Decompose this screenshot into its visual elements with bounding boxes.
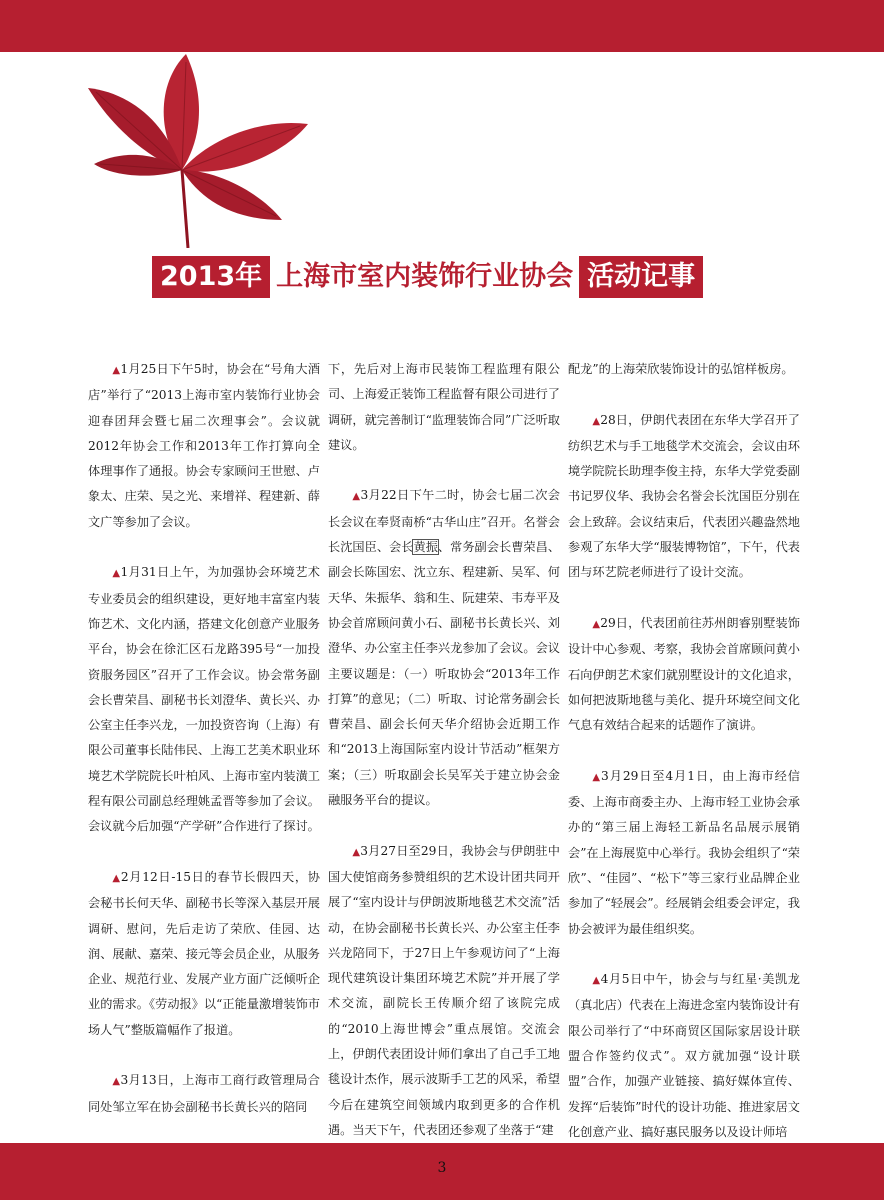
news-item [88,357,320,535]
triangle-bullet-icon: ▲ [592,975,601,987]
news-item [88,865,320,1043]
title-org: 上海市室内装饰行业协会 [276,261,574,292]
news-text: 28日，伊朗代表团在东华大学召开了纺织艺术与手工地毯学术交流会，会议由环境学院院长助理李俊主持，东华大学党委副书记罗仪华、我协会名誉会长沈国臣分别在会上致辞。会议结束后，代表团兴趣盎然地参观了东华大学“服装博物馆”，下午，代表团与环艺院老师进行了设计交流。 [568,412,800,580]
triangle-bullet-icon: ▲ [592,771,602,783]
news-item [88,1068,320,1120]
news-item [328,483,560,813]
triangle-bullet-icon: ▲ [352,846,361,858]
news-item-continued [568,357,800,382]
red-maple-leaf-icon [86,52,312,248]
news-text: 2月12日-15日的春节长假四天，协会秘书长何天华、副秘书长等深入基层开展调研、慰问，先后走访了荣欣、佳园、达润、展献、嘉荣、接元等会员企业，从服务企业、规范行业、发展产业方面广泛倾听企业的需求。《劳动报》以“正能量激增装饰市场人气”整版篇幅作了报道。 [88,869,320,1037]
news-text: 、常务副会长曹荣昌、副会长陈国宏、沈立东、程建新、吴军、何天华、朱振华、翁和生、阮建荣、韦寿平及协会首席顾问黄小石、副秘书长黄长兴、刘澄华、办公室主任李兴龙参加了会议。会议主要议题是：（一）听取协会“2013年工作打算”的意见；（二）听取、讨论常务副会长曹荣昌、副会长何天华介绍协会近期工作和“2013上海国际室内设计节活动”框架方案；（三）听取副会长吴军关于建立协会金融服务平台的提议。 [328,540,561,808]
news-item [568,408,800,586]
text-column-1 [88,357,320,1145]
news-item [568,611,800,738]
highlighted-name: 黄振 [413,540,438,555]
news-text: 3月29日至4月1日，由上海市经信委、上海市商委主办、上海市轻工业协会承办的“第三届上海轻工新品名品展示展销会”在上海展览中心举行。我协会组织了“荣欣”、“佳园”、“松下”等三家行业品牌企业参加了“轻展会”。经展销会组委会评定，我协会被评为最佳组织奖。 [568,768,800,936]
triangle-bullet-icon: ▲ [112,1076,121,1088]
news-text: 29日，代表团前往苏州朗睿别墅装饰设计中心参观、考察，我协会首席顾问黄小石向伊朗艺术家们就别墅设计的文化追求，如何把波斯地毯与美化、提升环境空间文化气息有效结合起来的话题作了演讲。 [568,615,800,733]
news-text: 下，先后对上海市民装饰工程监理有限公司、上海爱正装饰工程监督有限公司进行了调研，就完善制订“监理装饰合同”广泛听取建议。 [328,362,560,452]
news-item [568,764,800,942]
news-text: 1月25日下午5时，协会在“号角大酒店”举行了“2013上海市室内装饰行业协会迎春团拜会暨七届二次理事会”。会议就2012年协会工作和2013年工作打算向全体理事作了通报。协会专家顾问王世慰、卢象太、庄荣、吴之光、来增祥、程建新、薛文广等参加了会议。 [88,362,320,529]
news-text: 4月5日中午，协会与与红星·美凯龙（真北店）代表在上海进念室内装饰设计有限公司举行了“中环商贸区国际家居设计联盟合作签约仪式”。双方就加强“设计联盟”合作，加强产业链接、搞好媒体宣传、发挥“后装饰”时代的设计功能、推进家居文化创意产业、搞好惠民服务以及设计师培 [568,972,800,1139]
text-column-2 [328,357,560,1169]
title-suffix: 活动记事 [579,256,703,298]
top-red-band [0,0,884,52]
news-text: 3月27日至29日，我协会与伊朗驻中国大使馆商务参赞组织的艺术设计团共同开展了“室内设计与伊朗波斯地毯艺术交流”活动，在协会副秘书长黄长兴、办公室主任李兴龙陪同下，于27日上午参观访问了“上海现代建筑设计集团环境艺术院”并开展了学术交流，副院长王传顺介绍了该院完成的“2010上海世博会”重点展馆。交流会上，伊朗代表团设计师们拿出了自己手工地毯设计杰作，展示波斯手工艺的风采，希望今后在建筑空间领域内取到更多的合作机遇。当天下午，代表团还参观了坐落于“建 [328,843,560,1137]
news-text: 3月13日，上海市工商行政管理局合同处邹立军在协会副秘书长黄长兴的陪同 [88,1073,320,1114]
triangle-bullet-icon: ▲ [112,872,121,884]
page-number: 3 [437,1160,447,1176]
text-column-3 [568,357,800,1171]
news-text: 1月31日上午，为加强协会环境艺术专业委员会的组织建设，更好地丰富室内装饰艺术、文化内涵，搭建文化创意产业服务平台，协会在徐汇区石龙路395号“一加投资服务园区”召开了工作会议。协会常务副会长曹荣昌、副秘书长刘澄华、黄长兴、办公室主任李兴龙，一加投资咨询（上海）有限公司董事长陆伟民、上海工艺美术职业环境艺术学院院长叶柏风、上海市室内装潢工程有限公司副总经理姚孟晋等参加了会议。会议就今后加强“产学研”合作进行了探讨。 [88,565,320,834]
triangle-bullet-icon: ▲ [112,365,121,376]
news-item-continued [328,357,560,458]
leaf-stem [182,170,188,248]
news-text: 3月22日下午二时，协会七届二次会长会议在奉贤南桥“古华山庄”召开。名誉会长沈国臣、会长 [328,488,560,555]
top-band-fill [0,0,884,52]
news-text: 配龙”的上海荣欣装饰设计的弘馆样板房。 [568,362,794,376]
title-year: 2013年 [152,256,270,298]
leaf-group [88,54,308,248]
triangle-bullet-icon: ▲ [352,491,361,503]
triangle-bullet-icon: ▲ [592,618,601,630]
news-item [568,967,800,1145]
triangle-bullet-icon: ▲ [112,568,121,580]
news-item [88,560,320,839]
article-title [152,256,703,298]
news-item [328,839,560,1144]
triangle-bullet-icon: ▲ [592,415,601,427]
